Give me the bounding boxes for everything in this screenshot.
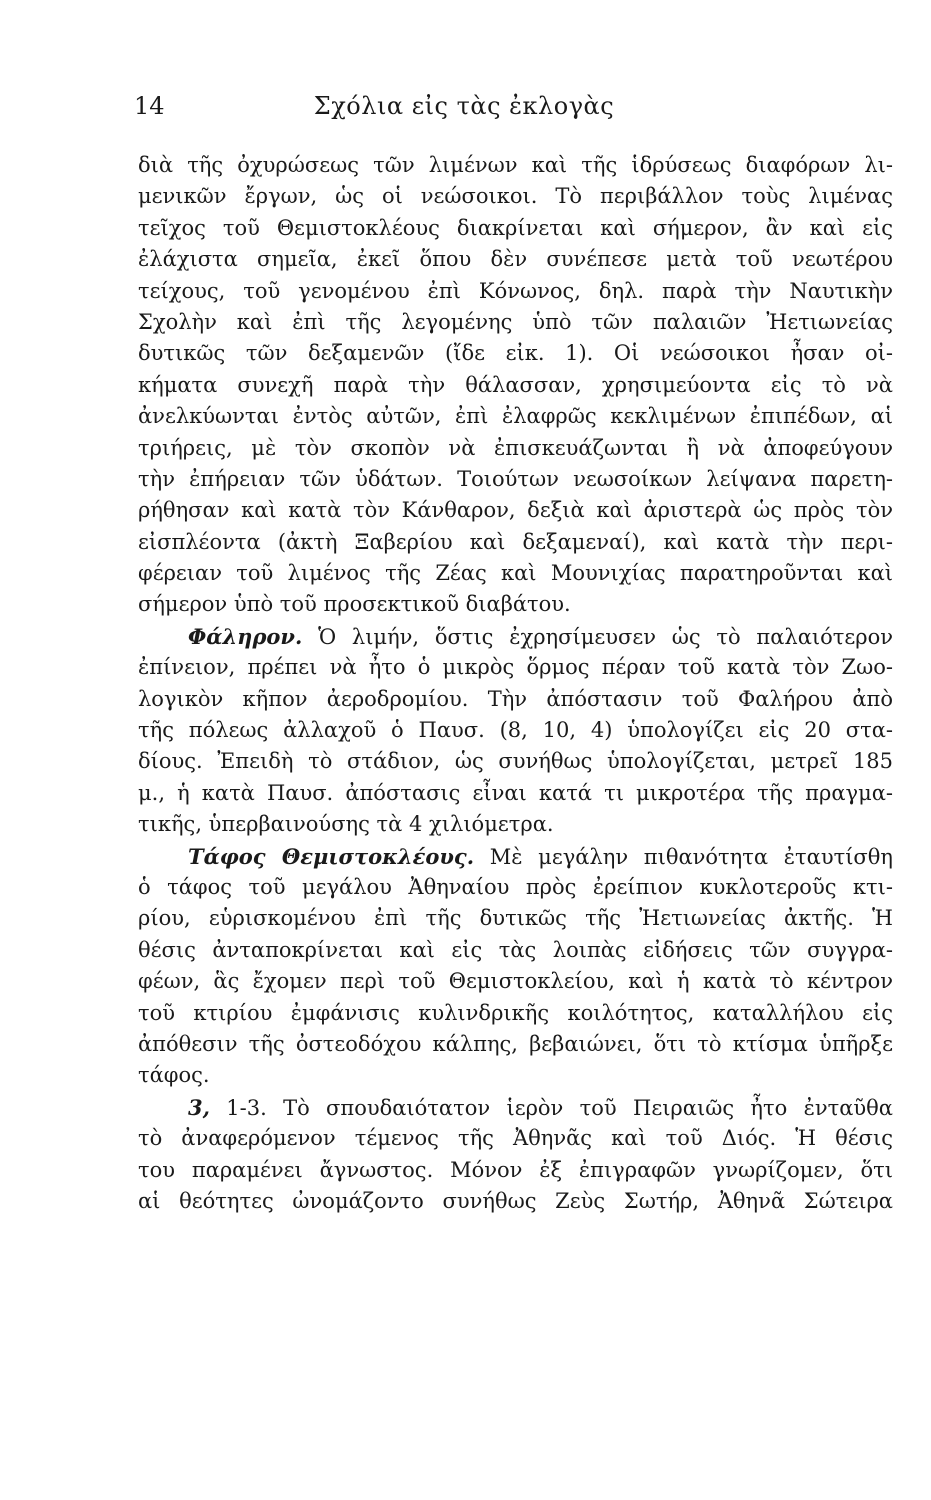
section-heading: 3, — [188, 1094, 210, 1120]
text-line — [138, 1060, 893, 1091]
line-text: σήμερον ὑπὸ τοῦ προσεκτικοῦ διαβάτου. — [138, 592, 571, 617]
page-number: 14 — [134, 92, 165, 120]
body-text — [138, 150, 893, 1217]
text-line — [138, 213, 893, 244]
line-text: μενικῶν ἔργων, ὡς οἱ νεώσοικοι. Τὸ περιβάλλον τοὺς λιμένας — [138, 184, 893, 209]
text-line — [138, 1186, 893, 1217]
text-line — [138, 433, 893, 464]
text-line — [138, 589, 893, 620]
line-text: θέσις ἀνταποκρίνεται καὶ εἰς τὰς λοιπὰς εἰδήσεις τῶν συγγρα- — [138, 937, 893, 962]
text-line — [138, 244, 893, 275]
text-line — [138, 903, 893, 934]
line-text: του παραμένει ἄγνωστος. Μόνον ἐξ ἐπιγραφῶν γνωρίζομεν, ὅτι — [138, 1157, 893, 1182]
text-line — [138, 1155, 893, 1186]
text-line — [138, 684, 893, 715]
running-title: Σχόλια εἰς τὰς ἐκλογὰς — [313, 92, 615, 120]
text-line — [138, 872, 893, 903]
text-line — [138, 966, 893, 997]
line-text: μ., ἡ κατὰ Παυσ. ἀπόστασις εἶναι κατά τι μικροτέρα τῆς πραγμα- — [138, 780, 893, 805]
line-text: Σχολὴν καὶ ἐπὶ τῆς λεγομένης ὑπὸ τῶν παλαιῶν Ἠετιωνείας — [138, 309, 893, 334]
text-line — [138, 998, 893, 1029]
line-text: εἰσπλέοντα (ἀκτὴ Ξαβερίου καὶ δεξαμεναί), καὶ κατὰ τὴν περι- — [138, 529, 893, 554]
text-line — [138, 809, 893, 840]
line-text: δυτικῶς τῶν δεξαμενῶν (ἴδε εἰκ. 1). Οἱ νεώσοικοι ἦσαν οἰ- — [138, 341, 893, 366]
text-line — [138, 621, 893, 652]
text-line — [138, 495, 893, 526]
text-line — [138, 1092, 893, 1123]
text-line — [138, 715, 893, 746]
section-heading: Τάφος Θεμιστοκλέους. — [188, 843, 475, 869]
line-text: 1-3. Τὸ σπουδαιότατον ἱερὸν τοῦ Πειραιῶς ἦτο ἐνταῦθα — [209, 1095, 893, 1120]
text-line — [138, 338, 893, 369]
line-text: τικῆς, ὑπερβαινούσης τὰ 4 χιλιόμετρα. — [138, 812, 554, 837]
text-line — [138, 150, 893, 181]
text-line — [138, 401, 893, 432]
line-text: ρήθησαν καὶ κατὰ τὸν Κάνθαρον, δεξιὰ καὶ ἀριστερὰ ὡς πρὸς τὸν — [138, 498, 893, 523]
section-heading: Φάληρον. — [188, 623, 303, 649]
line-text: ρίου, εὑρισκομένου ἐπὶ τῆς δυτικῶς τῆς Ἠετιωνείας ἀκτῆς. Ἡ — [138, 906, 893, 931]
line-text: τεῖχος τοῦ Θεμιστοκλέους διακρίνεται καὶ σήμερον, ἂν καὶ εἰς — [138, 215, 893, 240]
line-text: φέρειαν τοῦ λιμένος τῆς Ζέας καὶ Μουνιχίας παρατηροῦνται καὶ — [138, 561, 893, 586]
line-text: δίους. Ἐπειδὴ τὸ στάδιον, ὡς συνήθως ὑπολογίζεται, μετρεῖ 185 — [138, 749, 893, 774]
text-line — [138, 527, 893, 558]
line-text: Μὲ μεγάλην πιθανότητα ἐταυτίσθη — [474, 844, 893, 869]
text-line — [138, 1123, 893, 1154]
line-text: λογικὸν κῆπον ἀεροδρομίου. Τὴν ἀπόστασιν τοῦ Φαλήρου ἀπὸ — [138, 686, 893, 711]
line-text: τριήρεις, μὲ τὸν σκοπὸν νὰ ἐπισκευάζωνται ἢ νὰ ἀποφεύγουν — [138, 435, 893, 460]
line-text: τῆς πόλεως ἀλλαχοῦ ὁ Παυσ. (8, 10, 4) ὑπολογίζει εἰς 20 στα- — [138, 718, 893, 743]
line-text: τὸ ἀναφερόμενον τέμενος τῆς Ἀθηνᾶς καὶ τοῦ Διός. Ἡ θέσις — [138, 1126, 893, 1151]
line-text: τάφος. — [138, 1063, 210, 1088]
line-text: ἀπόθεσιν τῆς ὀστεοδόχου κάλπης, βεβαιώνει, ὅτι τὸ κτίσμα ὑπῆρξε — [138, 1031, 893, 1056]
line-text: τοῦ κτιρίου ἐμφάνισις κυλινδρικῆς κοιλότητος, καταλλήλου εἰς — [138, 1000, 893, 1025]
text-line — [138, 935, 893, 966]
text-line — [138, 370, 893, 401]
line-text: κήματα συνεχῆ παρὰ τὴν θάλασσαν, χρησιμεύοντα εἰς τὸ νὰ — [138, 372, 893, 397]
line-text: διὰ τῆς ὀχυρώσεως τῶν λιμένων καὶ τῆς ἱδρύσεως διαφόρων λι- — [138, 153, 893, 177]
text-line — [138, 746, 893, 777]
line-text: ἐπίνειον, πρέπει νὰ ἦτο ὁ μικρὸς ὅρμος πέραν τοῦ κατὰ τὸν Ζωο- — [138, 655, 893, 680]
text-line — [138, 778, 893, 809]
line-text: ὁ τάφος τοῦ μεγάλου Ἀθηναίου πρὸς ἐρείπιον κυκλοτεροῦς κτι- — [138, 874, 893, 899]
line-text: ἐλάχιστα σημεῖα, ἐκεῖ ὅπου δὲν συνέπεσε μετὰ τοῦ νεωτέρου — [138, 247, 893, 272]
text-line — [138, 1029, 893, 1060]
text-line — [138, 558, 893, 589]
line-text: τὴν ἐπήρειαν τῶν ὑδάτων. Τοιούτων νεωσοίκων λείψανα παρετη- — [138, 466, 893, 491]
text-line — [138, 307, 893, 338]
line-text: αἱ θεότητες ὠνομάζοντο συνήθως Ζεὺς Σωτήρ, Ἀθηνᾶ Σώτειρα — [138, 1188, 893, 1213]
text-line — [138, 841, 893, 872]
page-header — [134, 86, 794, 126]
text-line — [138, 464, 893, 495]
line-text: τείχους, τοῦ γενομένου ἐπὶ Κόνωνος, δηλ. παρὰ τὴν Ναυτικὴν — [138, 278, 893, 303]
line-text: Ὁ λιμήν, ὅστις ἐχρησίμευσεν ὡς τὸ παλαιότερον — [302, 624, 893, 649]
text-line — [138, 276, 893, 307]
text-line — [138, 652, 893, 683]
text-line — [138, 181, 893, 212]
line-text: ἀνελκύωνται ἐντὸς αὐτῶν, ἐπὶ ἐλαφρῶς κεκλιμένων ἐπιπέδων, αἱ — [138, 404, 893, 429]
line-text: φέων, ἃς ἔχομεν περὶ τοῦ Θεμιστοκλείου, καὶ ἡ κατὰ τὸ κέντρον — [138, 969, 893, 994]
